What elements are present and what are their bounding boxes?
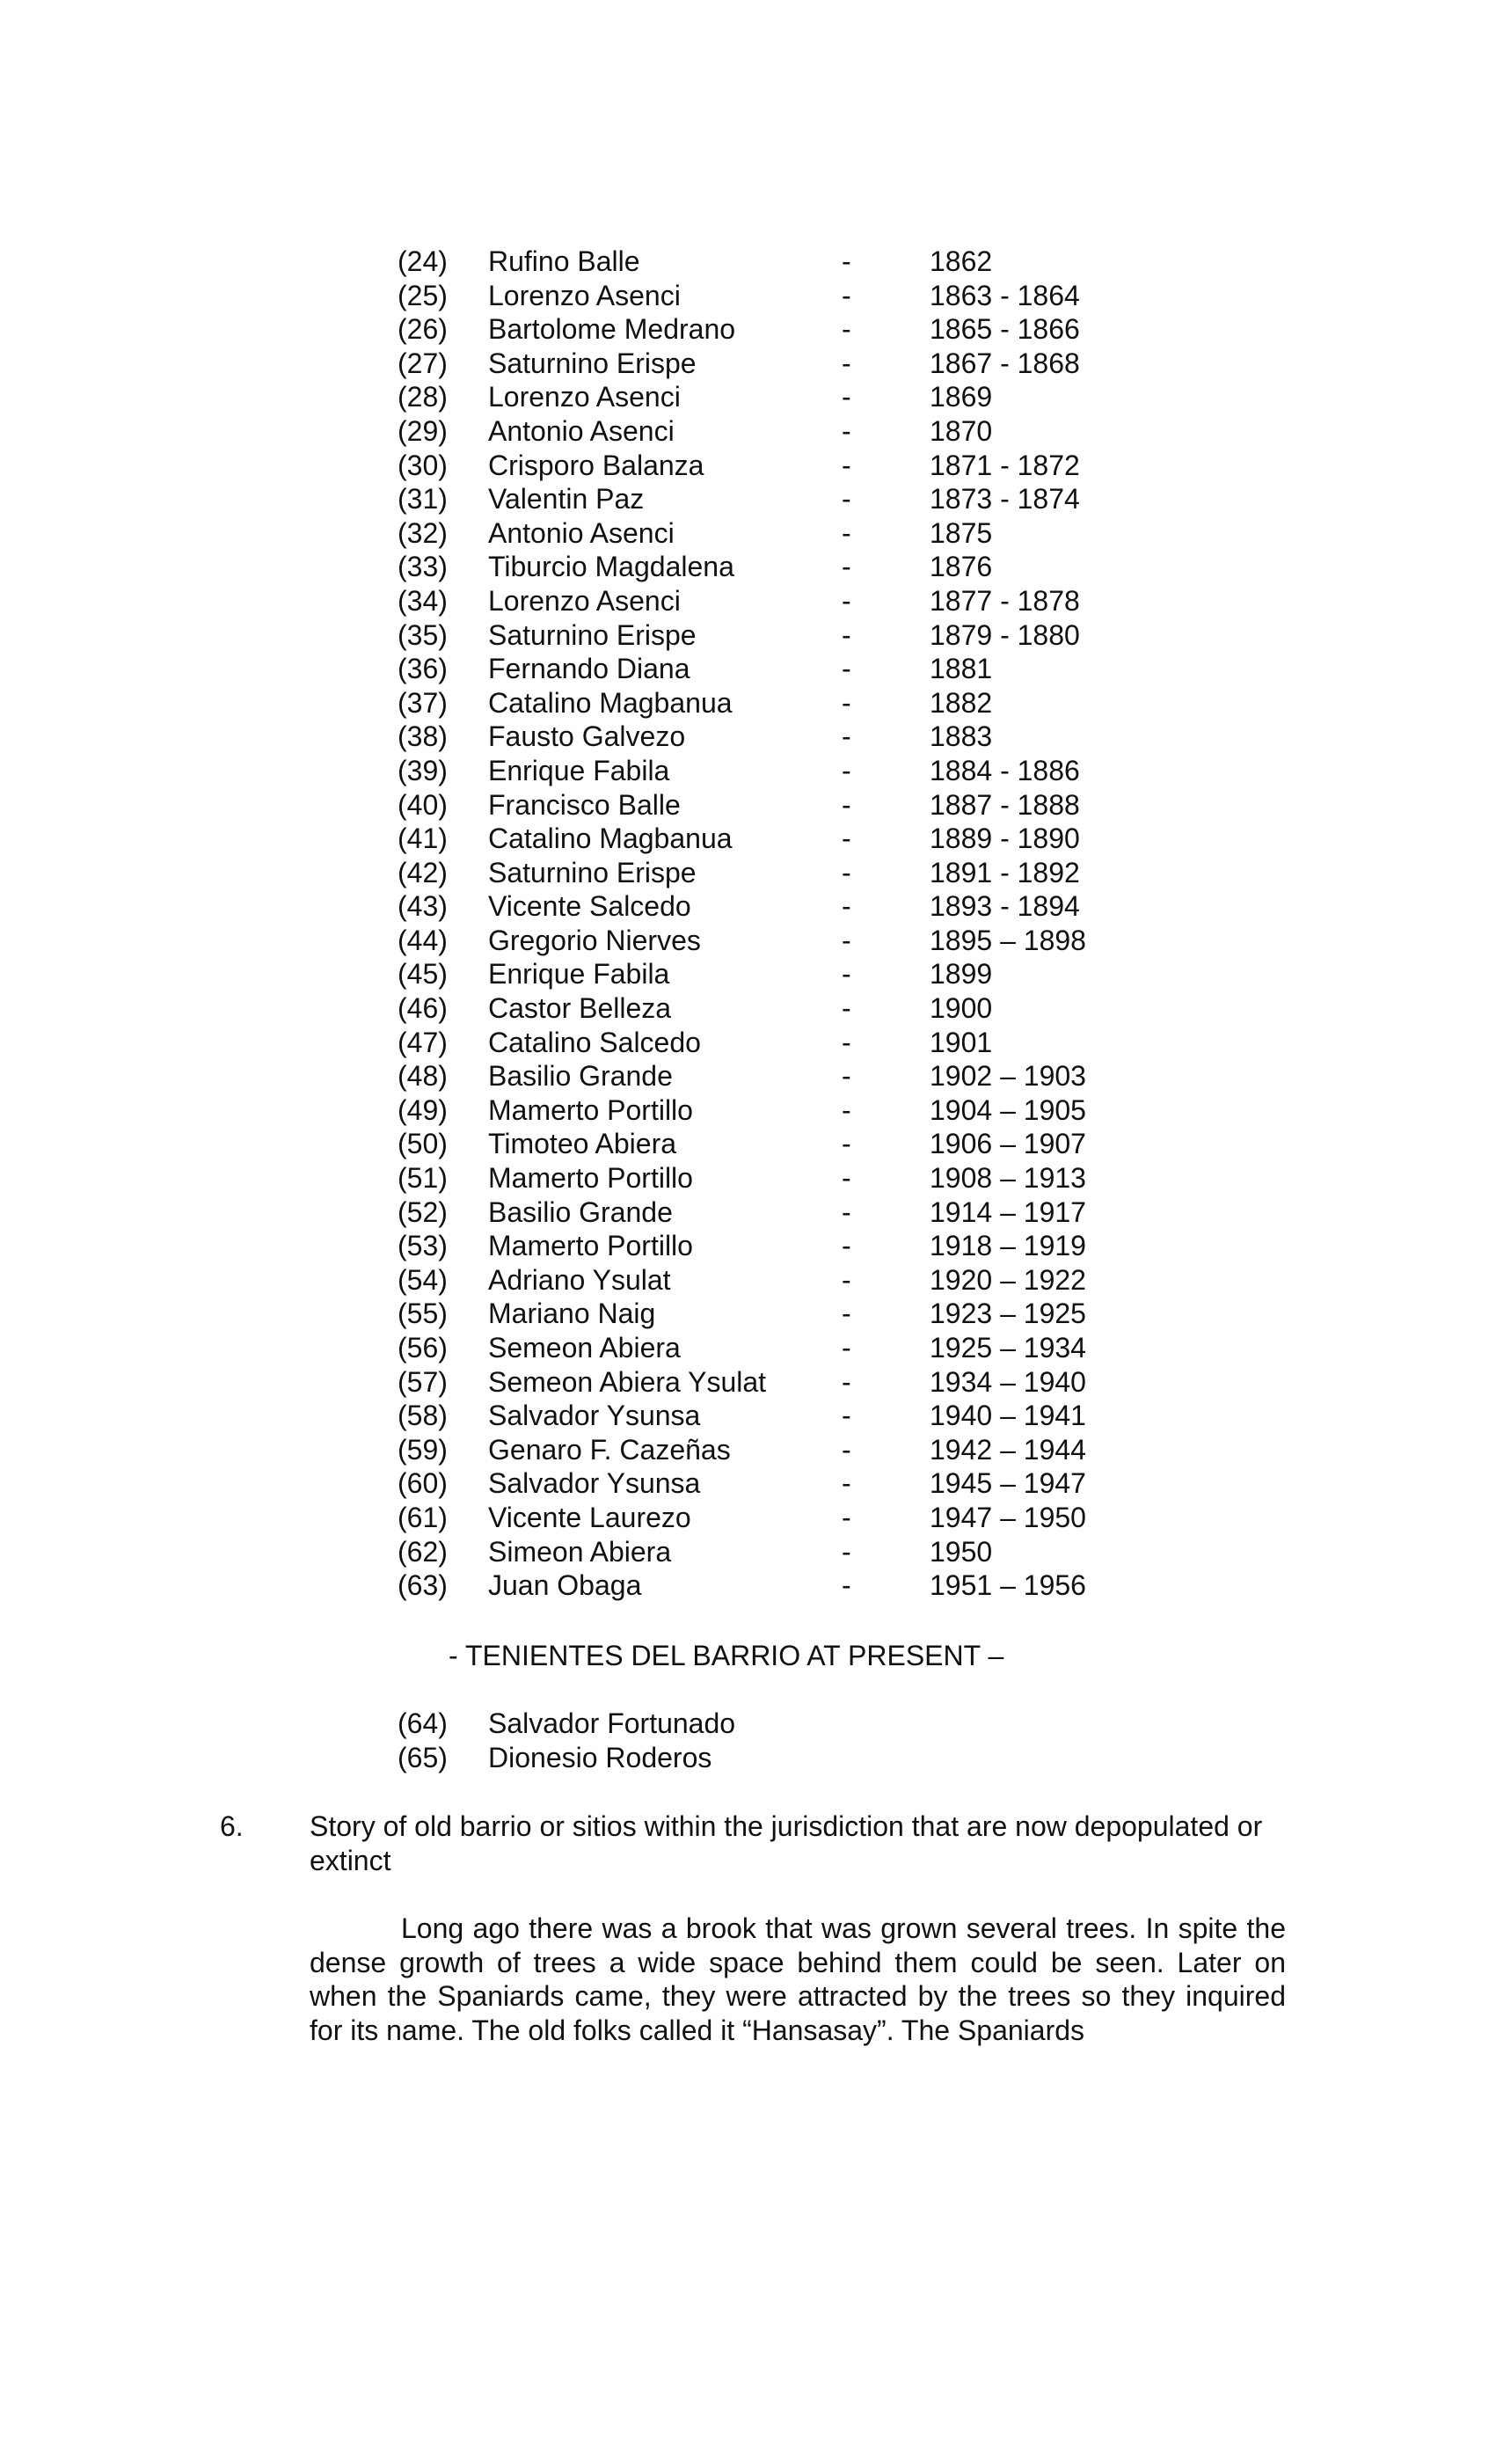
- list-item-years: 1862: [930, 245, 993, 277]
- list-item-num: (65): [398, 1741, 448, 1773]
- list-item-name: Bartolome Medrano: [488, 313, 736, 346]
- list-item: [0, 991, 1496, 1026]
- list-item-dash: -: [842, 958, 851, 991]
- list-item-dash: -: [842, 856, 851, 888]
- list-item-years: 1882: [930, 686, 993, 719]
- list-item-name: Francisco Balle: [488, 788, 681, 821]
- list-item-years: 1934 – 1940: [930, 1365, 1086, 1398]
- list-item-dash: -: [842, 584, 851, 617]
- list-item: [0, 856, 1496, 890]
- list-item-name: Lorenzo Asenci: [488, 381, 681, 413]
- list-item-num: (35): [398, 618, 448, 651]
- list-item-num: (25): [398, 279, 448, 311]
- list-item-dash: -: [842, 551, 851, 583]
- list-item-dash: -: [842, 823, 851, 855]
- list-item-dash: -: [842, 1026, 851, 1058]
- list-item: [0, 1026, 1496, 1060]
- list-item-num: (64): [398, 1707, 448, 1739]
- list-item-years: 1884 - 1886: [930, 754, 1080, 786]
- list-item-years: 1891 - 1892: [930, 856, 1080, 888]
- list-item: [0, 449, 1496, 483]
- present-officials-list: [0, 1707, 1496, 1774]
- list-item-num: (34): [398, 584, 448, 617]
- list-item-name: Salvador Ysunsa: [488, 1400, 701, 1432]
- section-title: Story of old barrio or sitios within the jurisdiction that are now depopulated or extinct: [310, 1810, 1263, 1876]
- list-item-years: 1875: [930, 516, 993, 549]
- list-item-dash: -: [842, 1433, 851, 1466]
- list-item-num: (45): [398, 958, 448, 991]
- list-item-num: (31): [398, 483, 448, 515]
- list-item-dash: -: [842, 653, 851, 685]
- list-item: [0, 686, 1496, 720]
- list-item: [0, 1501, 1496, 1535]
- list-item-dash: -: [842, 1569, 851, 1602]
- list-item: [0, 414, 1496, 449]
- list-item-name: Timoteo Abiera: [488, 1128, 677, 1160]
- list-item-years: 1906 – 1907: [930, 1128, 1086, 1160]
- officials-list: [0, 245, 1496, 1603]
- list-item-name: Fausto Galvezo: [488, 720, 686, 753]
- list-item-num: (37): [398, 686, 448, 719]
- list-item: [0, 957, 1496, 991]
- list-item-dash: -: [842, 1230, 851, 1262]
- section-number: 6.: [220, 1810, 244, 1842]
- list-item-years: 1895 – 1898: [930, 924, 1086, 956]
- list-item: [0, 1297, 1496, 1331]
- list-item-dash: -: [842, 720, 851, 753]
- list-item-dash: -: [842, 1332, 851, 1364]
- list-item-name: Valentin Paz: [488, 483, 645, 515]
- list-item-years: 1920 – 1922: [930, 1263, 1086, 1296]
- list-item: [0, 1535, 1496, 1569]
- list-item-num: (44): [398, 924, 448, 956]
- list-item: [0, 380, 1496, 414]
- list-item-years: 1904 – 1905: [930, 1093, 1086, 1126]
- list-item-years: 1873 - 1874: [930, 483, 1080, 515]
- list-item-num: (38): [398, 720, 448, 753]
- list-item-name: Vicente Laurezo: [488, 1501, 691, 1533]
- list-item-years: 1945 – 1947: [930, 1467, 1086, 1500]
- list-item-num: (63): [398, 1569, 448, 1602]
- list-item: [0, 788, 1496, 823]
- list-item-years: 1940 – 1941: [930, 1400, 1086, 1432]
- list-item-name: Dionesio Roderos: [488, 1741, 712, 1773]
- list-item-name: Salvador Ysunsa: [488, 1467, 701, 1500]
- list-item-dash: -: [842, 1060, 851, 1093]
- list-item-years: 1870: [930, 414, 993, 447]
- list-item: [0, 652, 1496, 686]
- list-item: [0, 1331, 1496, 1365]
- list-item: [0, 1365, 1496, 1400]
- list-item-dash: -: [842, 1263, 851, 1296]
- list-item-dash: -: [842, 686, 851, 719]
- list-item-name: Saturnino Erispe: [488, 618, 697, 651]
- list-item-dash: -: [842, 347, 851, 379]
- list-item-num: (49): [398, 1093, 448, 1126]
- list-item-years: 1900: [930, 992, 993, 1025]
- list-item-name: Tiburcio Magdalena: [488, 551, 734, 583]
- list-item-name: Juan Obaga: [488, 1569, 642, 1602]
- list-item-name: Antonio Asenci: [488, 414, 675, 447]
- list-item-num: (33): [398, 551, 448, 583]
- list-item-name: Lorenzo Asenci: [488, 584, 681, 617]
- list-item: [0, 1433, 1496, 1467]
- list-item-years: 1923 – 1925: [930, 1298, 1086, 1330]
- list-item-num: (57): [398, 1365, 448, 1398]
- list-item-num: (62): [398, 1535, 448, 1568]
- list-item: [0, 1229, 1496, 1263]
- list-item-name: Semeon Abiera Ysulat: [488, 1365, 767, 1398]
- list-item: [0, 245, 1496, 279]
- story-paragraph: Long ago there was a brook that was grown several trees. In spite the dense growth of trees a wide space behind them could be seen. Later on when the Spaniards came, they were attracted by the trees so they inquired for its name. The old folks called it “Hansasay”. The Spaniards: [310, 1912, 1286, 2046]
- list-item-years: 1879 - 1880: [930, 618, 1080, 651]
- list-item-dash: -: [842, 1501, 851, 1533]
- list-item-num: (29): [398, 414, 448, 447]
- list-item: [0, 1466, 1496, 1501]
- list-item-dash: -: [842, 516, 851, 549]
- list-item-years: 1925 – 1934: [930, 1332, 1086, 1364]
- list-item: [0, 924, 1496, 958]
- list-item-dash: -: [842, 245, 851, 277]
- list-item: [0, 312, 1496, 347]
- list-item-name: Mamerto Portillo: [488, 1093, 693, 1126]
- list-item-years: 1942 – 1944: [930, 1433, 1086, 1466]
- list-item: [0, 1161, 1496, 1195]
- list-item: [0, 1568, 1496, 1603]
- list-item-num: (27): [398, 347, 448, 379]
- list-item: [0, 347, 1496, 381]
- list-item-num: (26): [398, 313, 448, 346]
- list-item-num: (46): [398, 992, 448, 1025]
- list-item: [0, 550, 1496, 584]
- list-item-years: 1867 - 1868: [930, 347, 1080, 379]
- list-item-dash: -: [842, 890, 851, 923]
- list-item-num: (47): [398, 1026, 448, 1058]
- list-item: [0, 720, 1496, 754]
- list-item-name: Saturnino Erispe: [488, 856, 697, 888]
- list-item-years: 1901: [930, 1026, 993, 1058]
- list-item-years: 1883: [930, 720, 993, 753]
- list-item-name: Catalino Salcedo: [488, 1026, 701, 1058]
- list-item-name: Mamerto Portillo: [488, 1162, 693, 1195]
- list-item-num: (53): [398, 1230, 448, 1262]
- list-item-dash: -: [842, 313, 851, 346]
- list-item-name: Adriano Ysulat: [488, 1263, 671, 1296]
- list-item-num: (58): [398, 1400, 448, 1432]
- list-item-dash: -: [842, 1365, 851, 1398]
- list-item-num: (42): [398, 856, 448, 888]
- list-item-years: 1876: [930, 551, 993, 583]
- list-item-years: 1877 - 1878: [930, 584, 1080, 617]
- list-item-dash: -: [842, 1298, 851, 1330]
- list-item: [0, 1195, 1496, 1230]
- list-item-dash: -: [842, 992, 851, 1025]
- list-item: [0, 754, 1496, 788]
- list-item-num: (32): [398, 516, 448, 549]
- list-item-num: (36): [398, 653, 448, 685]
- list-item-years: 1902 – 1903: [930, 1060, 1086, 1093]
- list-item-num: (43): [398, 890, 448, 923]
- list-item-dash: -: [842, 1467, 851, 1500]
- list-item-dash: -: [842, 1400, 851, 1432]
- list-item-num: (54): [398, 1263, 448, 1296]
- present-heading: - TENIENTES DEL BARRIO AT PRESENT –: [449, 1640, 1004, 1671]
- list-item: [0, 822, 1496, 856]
- list-item-dash: -: [842, 618, 851, 651]
- list-item-name: Basilio Grande: [488, 1195, 673, 1228]
- list-item-num: (60): [398, 1467, 448, 1500]
- list-item-years: 1914 – 1917: [930, 1195, 1086, 1228]
- list-item-name: Genaro F. Cazeñas: [488, 1433, 731, 1466]
- list-item: [0, 279, 1496, 313]
- list-item-years: 1887 - 1888: [930, 788, 1080, 821]
- list-item: [0, 1399, 1496, 1433]
- list-item-num: (28): [398, 381, 448, 413]
- list-item-dash: -: [842, 754, 851, 786]
- list-item-num: (40): [398, 788, 448, 821]
- list-item-dash: -: [842, 1093, 851, 1126]
- list-item-name: Salvador Fortunado: [488, 1707, 736, 1739]
- list-item-years: 1863 - 1864: [930, 279, 1080, 311]
- list-item-num: (50): [398, 1128, 448, 1160]
- list-item-dash: -: [842, 449, 851, 481]
- list-item-name: Mariano Naig: [488, 1298, 656, 1330]
- list-item-years: 1881: [930, 653, 993, 685]
- list-item-years: 1947 – 1950: [930, 1501, 1086, 1533]
- list-item-num: (59): [398, 1433, 448, 1466]
- list-item-name: Semeon Abiera: [488, 1332, 681, 1364]
- list-item-years: 1899: [930, 958, 993, 991]
- list-item-num: (56): [398, 1332, 448, 1364]
- list-item-name: Enrique Fabila: [488, 958, 670, 991]
- list-item-name: Enrique Fabila: [488, 754, 670, 786]
- list-item-name: Mamerto Portillo: [488, 1230, 693, 1262]
- list-item-years: 1951 – 1956: [930, 1569, 1086, 1602]
- list-item-years: 1865 - 1866: [930, 313, 1080, 346]
- list-item-name: Crisporo Balanza: [488, 449, 704, 481]
- list-item-dash: -: [842, 788, 851, 821]
- list-item-years: 1918 – 1919: [930, 1230, 1086, 1262]
- list-item-name: Catalino Magbanua: [488, 823, 733, 855]
- list-item-name: Vicente Salcedo: [488, 890, 691, 923]
- list-item-dash: -: [842, 381, 851, 413]
- list-item-num: (39): [398, 754, 448, 786]
- list-item-name: Gregorio Nierves: [488, 924, 701, 956]
- list-item-num: (52): [398, 1195, 448, 1228]
- list-item-name: Simeon Abiera: [488, 1535, 672, 1568]
- list-item-num: (55): [398, 1298, 448, 1330]
- list-item-num: (30): [398, 449, 448, 481]
- list-item-dash: -: [842, 414, 851, 447]
- list-item: [0, 618, 1496, 653]
- list-item-num: (51): [398, 1162, 448, 1195]
- list-item-dash: -: [842, 1535, 851, 1568]
- list-item: [0, 482, 1496, 516]
- list-item: [0, 1707, 1496, 1741]
- list-item-name: Lorenzo Asenci: [488, 279, 681, 311]
- list-item-name: Basilio Grande: [488, 1060, 673, 1093]
- list-item-years: 1908 – 1913: [930, 1162, 1086, 1195]
- list-item-name: Rufino Balle: [488, 245, 640, 277]
- list-item-dash: -: [842, 483, 851, 515]
- list-item-years: 1871 - 1872: [930, 449, 1080, 481]
- list-item: [0, 516, 1496, 551]
- list-item-name: Castor Belleza: [488, 992, 672, 1025]
- list-item-num: (24): [398, 245, 448, 277]
- list-item: [0, 584, 1496, 618]
- list-item-name: Catalino Magbanua: [488, 686, 733, 719]
- list-item-dash: -: [842, 1195, 851, 1228]
- list-item-dash: -: [842, 1128, 851, 1160]
- list-item-years: 1889 - 1890: [930, 823, 1080, 855]
- list-item-dash: -: [842, 279, 851, 311]
- list-item-num: (41): [398, 823, 448, 855]
- list-item: [0, 1059, 1496, 1093]
- list-item-dash: -: [842, 924, 851, 956]
- list-item-years: 1893 - 1894: [930, 890, 1080, 923]
- list-item: [0, 1093, 1496, 1128]
- list-item-dash: -: [842, 1162, 851, 1195]
- list-item-num: (48): [398, 1060, 448, 1093]
- list-item-years: 1869: [930, 381, 993, 413]
- list-item-num: (61): [398, 1501, 448, 1533]
- list-item: [0, 1263, 1496, 1298]
- list-item-name: Saturnino Erispe: [488, 347, 697, 379]
- list-item: [0, 1127, 1496, 1161]
- list-item: [0, 889, 1496, 924]
- list-item-name: Antonio Asenci: [488, 516, 675, 549]
- list-item-years: 1950: [930, 1535, 993, 1568]
- list-item-name: Fernando Diana: [488, 653, 690, 685]
- list-item: [0, 1741, 1496, 1775]
